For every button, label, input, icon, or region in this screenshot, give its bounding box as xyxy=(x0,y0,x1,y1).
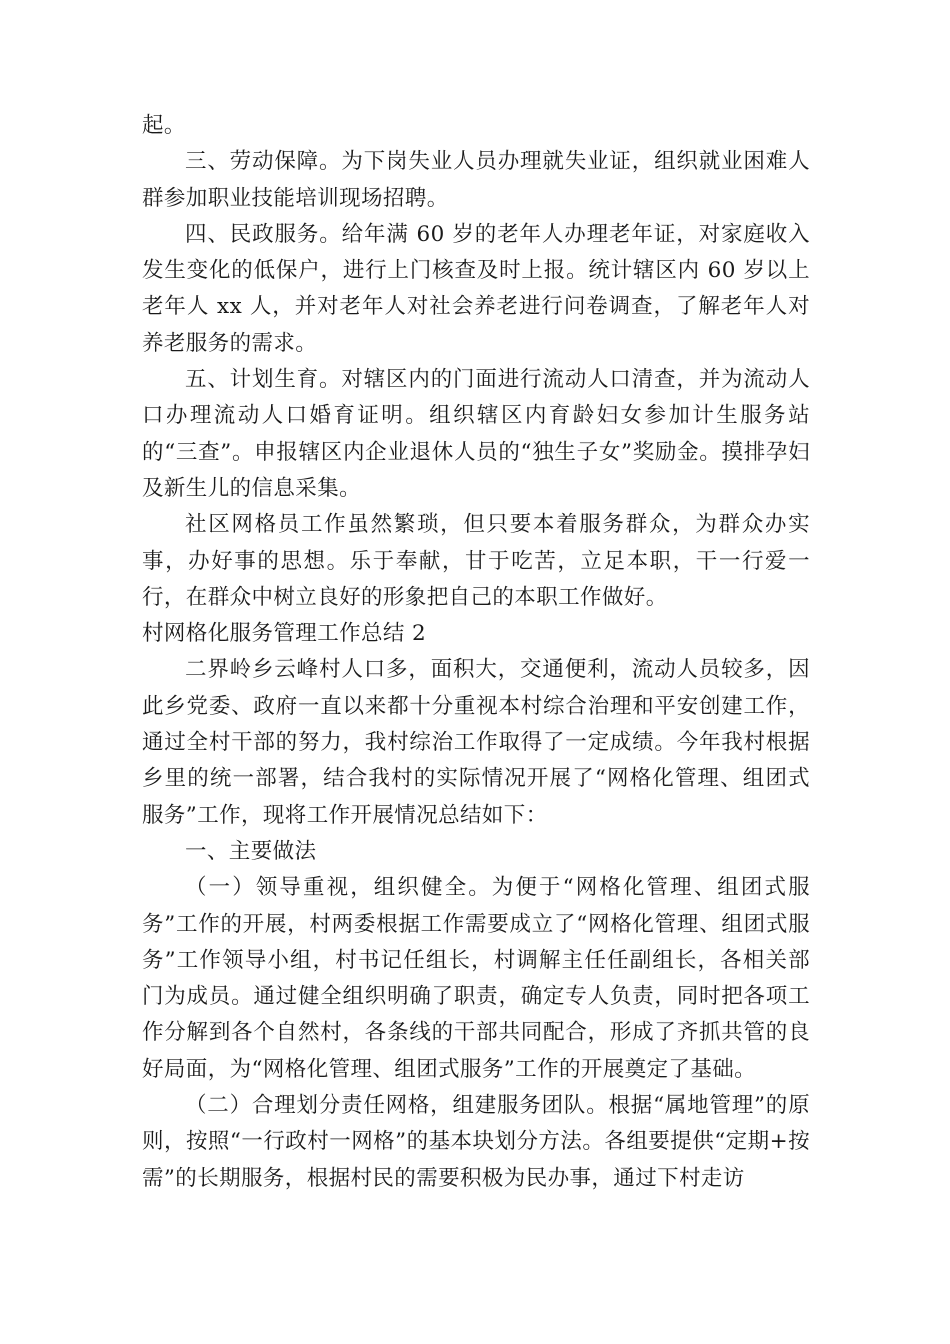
paragraph-grid-worker-summary: 社区网格员工作虽然繁琐，但只要本着服务群众，为群众办实事，办好事的思想。乐于奉献，甘于吃苦，立足本职，干一行爱一行，在群众中树立良好的形象把自己的本职工作做好。 xyxy=(142,512,810,610)
paragraph-main-practices-heading: 一、主要做法 xyxy=(185,838,317,864)
paragraph-civil-affairs: 四、民政服务。给年满 60 岁的老年人办理老年证，对家庭收入发生变化的低保户，进行上门核查及时上报。统计辖区内 60 岁以上老年人 xx 人，并对老年人对社会养老进行问卷调查，了解老年人对养老服务的需求。 xyxy=(142,221,810,356)
document-page xyxy=(142,108,810,1197)
paragraph-grid-division: （二）合理划分责任网格，组建服务团队。根据“属地管理”的原则，按照“一行政村一网格”的基本块划分方法。各组要提供“定期+按需”的长期服务，根据村民的需要积极为民办事，通过下村走访 xyxy=(142,1093,810,1191)
paragraph-continuation: 起。 xyxy=(142,113,186,138)
paragraph-leadership: （一）领导重视，组织健全。为便于“网格化管理、组团式服务”工作的开展，村两委根据工作需要成立了“网格化管理、组团式服务”工作领导小组，村书记任组长，村调解主任任副组长，各相关部门为成员。通过健全组织明确了职责，确定专人负责，同时把各项工作分解到各个自然村，各条线的干部共同配合，形成了齐抓共管的良好局面，为“网格化管理、组团式服务”工作的开展奠定了基础。 xyxy=(142,875,810,1082)
paragraph-family-planning: 五、计划生育。对辖区内的门面进行流动人口清查，并为流动人口办理流动人口婚育证明。组织辖区内育龄妇女参加计生服务站的“三查”。申报辖区内企业退休人员的“独生子女”奖励金。摸排孕妇及新生儿的信息采集。 xyxy=(142,367,810,501)
paragraph-village-intro: 二界岭乡云峰村人口多，面积大，交通便利，流动人员较多，因此乡党委、政府一直以来都十分重视本村综合治理和平安创建工作，通过全村干部的努力，我村综治工作取得了一定成绩。今年我村根据乡里的统一部署，结合我村的实际情况开展了“网格化管理、组团式服务”工作，现将工作开展情况总结如下： xyxy=(142,657,810,828)
paragraph-labor-security: 三、劳动保障。为下岗失业人员办理就失业证，组织就业困难人群参加职业技能培训现场招聘。 xyxy=(142,149,810,211)
section-title: 村网格化服务管理工作总结 2 xyxy=(142,621,427,647)
